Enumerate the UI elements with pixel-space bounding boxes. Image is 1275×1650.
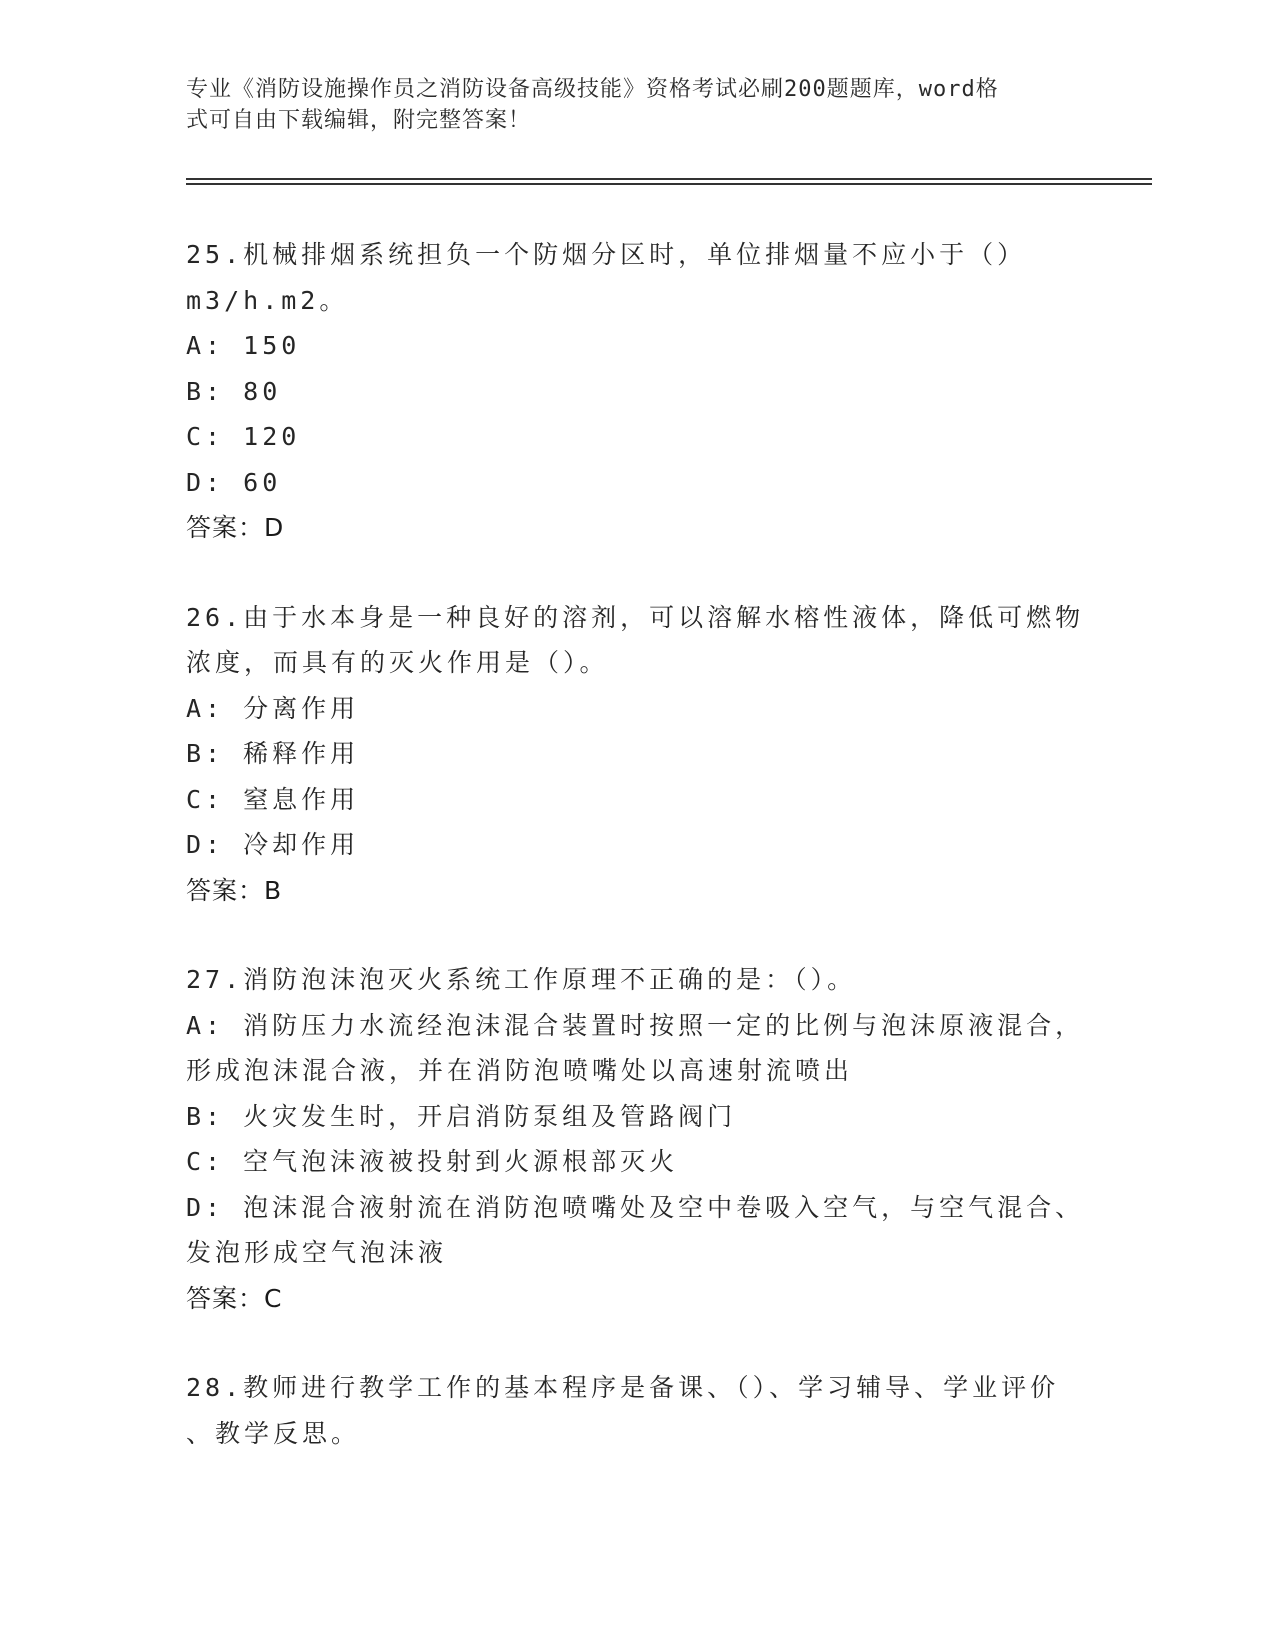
option-b: B: 80: [186, 376, 282, 406]
option-a: A: 分离作用: [186, 693, 360, 723]
option-d: D: 60: [186, 467, 282, 497]
question-26: [186, 595, 1086, 914]
question-text-line: 26.由于水本身是一种良好的溶剂，可以溶解水榕性液体，降低可燃物: [186, 602, 1085, 632]
header-rule-bottom: [186, 183, 1152, 185]
header-line-1: 专业《消防设施操作员之消防设备高级技能》资格考试必刷200题题库，word格: [186, 77, 999, 102]
header-line-2: 式可自由下载编辑，附完整答案！: [186, 108, 532, 133]
question-text-line: 浓度，而具有的灭火作用是（）。: [186, 648, 609, 677]
question-27: [186, 957, 1086, 1321]
question-text-line: 28.教师进行教学工作的基本程序是备课、（）、学习辅导、学业评价: [186, 1373, 1060, 1402]
option-b: B: 火灾发生时，开启消防泵组及管路阀门: [186, 1101, 737, 1131]
option-a: A: 150: [186, 331, 301, 360]
option-a: A: 消防压力水流经泡沫混合装置时按照一定的比例与泡沫原液混合，: [186, 1010, 1085, 1040]
option-c: C: 窒息作用: [186, 784, 360, 814]
question-text-line: 27.消防泡沫泡灭火系统工作原理不正确的是：（）。: [186, 965, 857, 994]
answer: 答案：C: [186, 1283, 283, 1313]
option-d-continued: 发泡形成空气泡沫液: [186, 1238, 448, 1267]
question-text-line: 、教学反思。: [186, 1418, 361, 1448]
question-25: [186, 232, 1086, 551]
question-text-line: 25.机械排烟系统担负一个防烟分区时，单位排烟量不应小于（）: [186, 240, 1027, 269]
question-text-line: m3/h.m2。: [186, 285, 349, 315]
answer: 答案：B: [186, 875, 283, 905]
question-28: [186, 1365, 1086, 1456]
option-b: B: 稀释作用: [186, 739, 360, 768]
header-rule-top: [186, 178, 1152, 180]
option-d: D: 泡沫混合液射流在消防泡喷嘴处及空中卷吸入空气，与空气混合、: [186, 1192, 1085, 1222]
question-list: [186, 232, 1086, 1500]
option-c: C: 空气泡沫液被投射到火源根部灭火: [186, 1147, 679, 1176]
option-d: D: 冷却作用: [186, 830, 360, 859]
document-header: [186, 74, 1066, 136]
option-c: C: 120: [186, 422, 301, 451]
option-a-continued: 形成泡沫混合液，并在消防泡喷嘴处以高速射流喷出: [186, 1056, 854, 1085]
answer: 答案：D: [186, 513, 285, 542]
